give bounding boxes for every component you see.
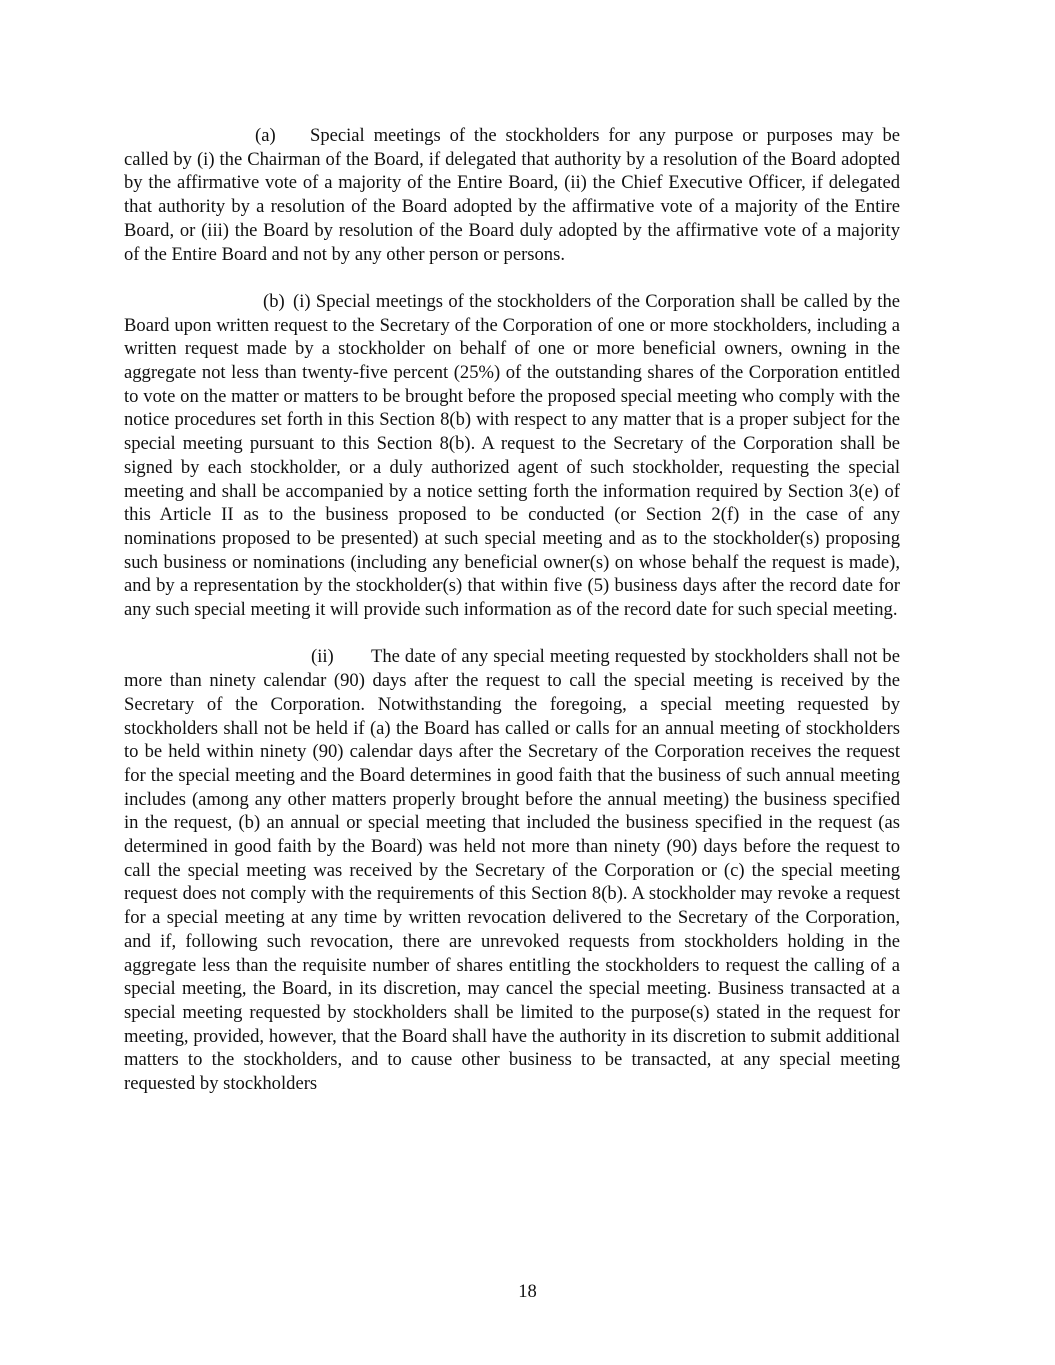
paragraph-b bbox=[124, 290, 900, 622]
paragraph-b-ii-marker: (ii) bbox=[311, 646, 334, 668]
paragraph-a-text: Special meetings of the stockholders for any purpose or purposes may be called by (i) the Chairman of the Board, if delegated that authority by a resolution of the Board adopted by the affirmative vote of a majority of the Entire Board, (ii) the Chief Executive Officer, if delegated that authority by a resolution of the Board adopted by the affirmative vote of a majority of the Entire Board, or (iii) the Board by resolution of the Board duly adopted by the affirmative vote of a majority of the Entire Board and not by any other person or persons. bbox=[124, 125, 900, 265]
paragraph-a bbox=[124, 124, 900, 266]
paragraph-b-marker: (b) bbox=[263, 290, 285, 312]
paragraph-b-ii-text: The date of any special meeting requested by stockholders shall not be more than ninety calendar (90) days after the request to call the special meeting is received by the Secretary of the Corporation. Notwithstanding the foregoing, a special meeting requested by stockholders shall not be held if (a) the Board has called or calls for an annual meeting of stockholders to be held within ninety (90) calendar days after the Secretary of the Corporation receives the request for the special meeting and the Board determines in good faith that the business of such annual meeting includes (among any other matters properly brought before the annual meeting) the business specified in the request, (b) an annual or special meeting that included the business specified in the request (as determined in good faith by the Board) was held not more than ninety (90) days before the request to call the special meeting was received by the Secretary of the Corporation or (c) the special meeting request does not comply with the requirements of this Section 8(b). A stockholder may revoke a request for a special meeting at any time by written revocation delivered to the Secretary of the Corporation, and if, following such revocation, there are unrevoked requests from stockholders holding in the aggregate less than the requisite number of shares entitling the stockholders to request the calling of a special meeting, the Board, in its discretion, may cancel the special meeting. Business transacted at a special meeting requested by stockholders shall be limited to the purpose(s) stated in the request for meeting, provided, however, that the Board shall have the authority in its discretion to submit additional matters to the stockholders, and to cause other business to be transacted, at any special meeting requested by stockholders bbox=[124, 646, 900, 1095]
paragraph-a-marker: (a) bbox=[255, 125, 276, 146]
document-body bbox=[124, 124, 900, 1119]
paragraph-b-ii bbox=[124, 645, 900, 1095]
page-number: 18 bbox=[518, 1281, 537, 1302]
paragraph-b-text: (i) Special meetings of the stockholders of the Corporation shall be called by the Board upon written request to the Secretary of the Corporation of one or more stockholders, including a written request made by a stockholder on behalf of one or more beneficial owners, owning in the aggregate not less than twenty-five percent (25%) of the outstanding shares of the Corporation entitled to vote on the matter or matters to be brought before the proposed special meeting who comply with the notice procedures set forth in this Section 8(b) with respect to any matter that is a proper subject for the special meeting pursuant to this Section 8(b). A request to the Secretary of the Corporation shall be signed by each stockholder, or a duly authorized agent of such stockholder, requesting the special meeting and shall be accompanied by a notice setting forth the information required by Section 3(e) of this Article II as to the business proposed to be conducted (or Section 2(f) in the case of any nominations proposed to be presented) at such special meeting and as to the stockholder(s) proposing such business or nominations (including any beneficial owner(s) on whose behalf the request is made), and by a representation by the stockholder(s) that within five (5) business days after the record date for any such special meeting it will provide such information as of the record date for such special meeting. bbox=[124, 290, 900, 621]
